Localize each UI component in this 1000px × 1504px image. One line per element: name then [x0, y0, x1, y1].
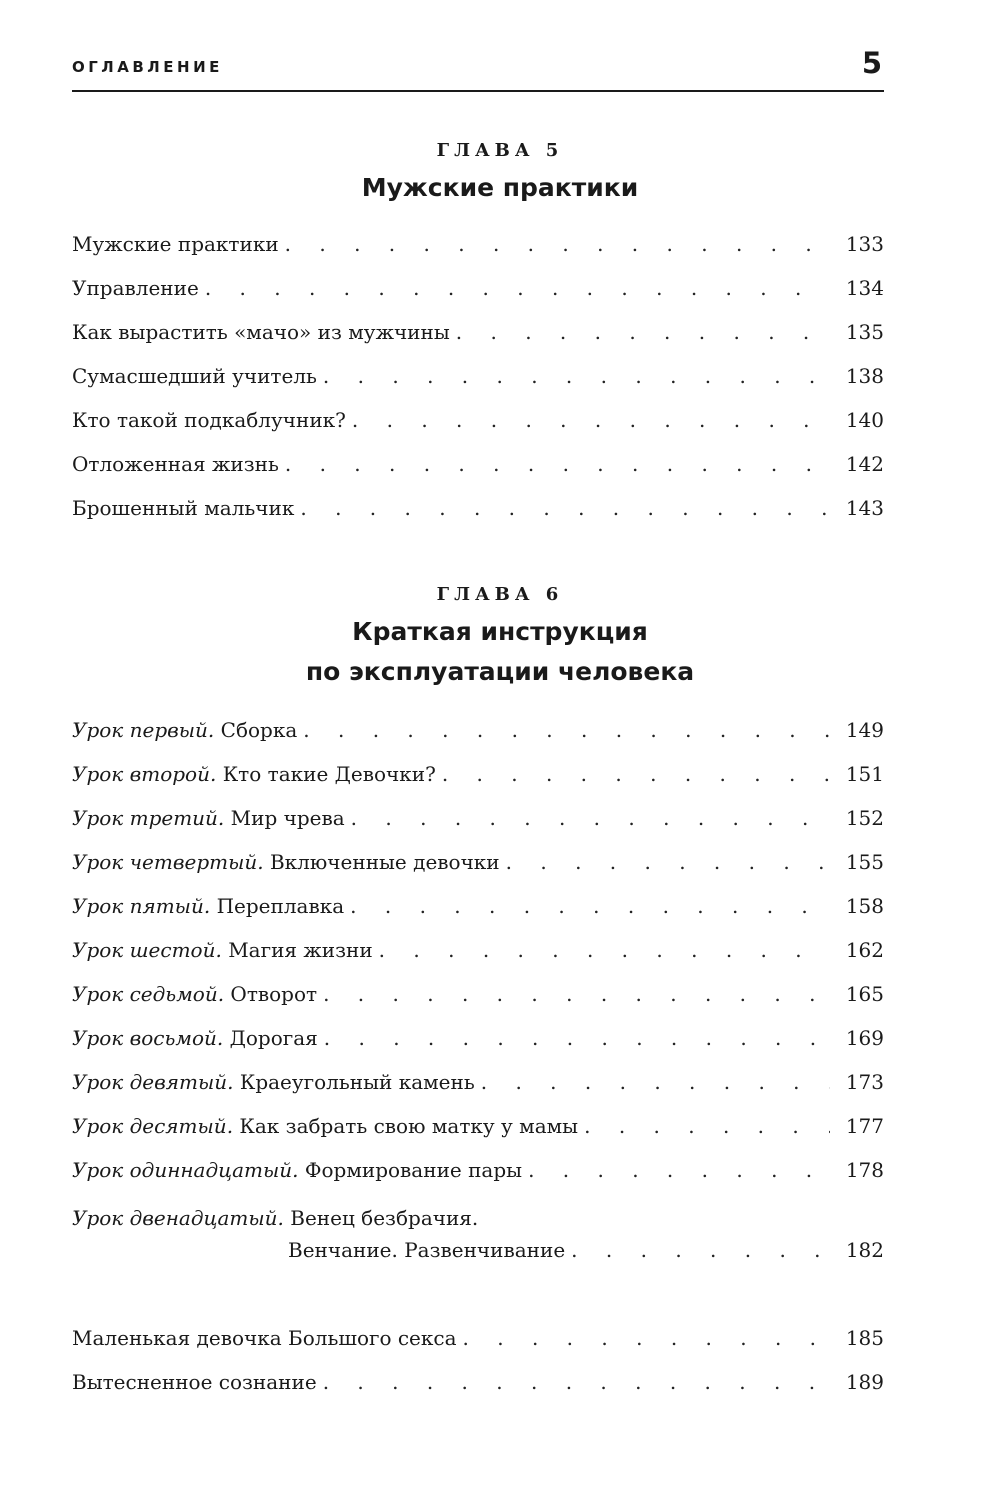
- toc-entry[interactable]: [72, 1370, 884, 1402]
- dot-leader: [285, 452, 830, 476]
- toc-entry[interactable]: [72, 1026, 884, 1058]
- dot-leader: [351, 806, 830, 830]
- entry-page: 133: [845, 232, 884, 256]
- dot-leader: [442, 762, 830, 786]
- entry-page: 135: [845, 320, 884, 344]
- toc-entry[interactable]: [72, 1114, 884, 1146]
- lesson-title: Отворот: [230, 982, 318, 1006]
- entry-title: [72, 894, 344, 918]
- dot-leader: [584, 1114, 830, 1138]
- entry-page: 149: [845, 718, 884, 742]
- dot-leader: [285, 232, 830, 256]
- lesson-number: Урок девятый.: [72, 1070, 234, 1094]
- lesson-title: Дорогая: [229, 1026, 318, 1050]
- entry-title: [72, 982, 317, 1006]
- toc-entry[interactable]: [72, 1158, 884, 1190]
- toc-entry[interactable]: [72, 232, 884, 264]
- entry-title: [72, 850, 500, 874]
- entry-page: 140: [845, 408, 884, 432]
- entry-page: 185: [845, 1326, 884, 1350]
- entry-title: Как вырастить «мачо» из мужчины: [72, 320, 450, 344]
- chapter-5-title: Мужские практики: [361, 173, 639, 202]
- lesson-number: Урок десятый.: [72, 1114, 234, 1138]
- entry-title: [72, 1026, 318, 1050]
- running-head: [72, 46, 884, 92]
- entry-title: Кто такой подкаблучник?: [72, 408, 346, 432]
- entry-page: 173: [845, 1070, 884, 1094]
- toc-entry-continuation[interactable]: [288, 1238, 884, 1270]
- chapter-6-title-line1: Краткая инструкция: [352, 617, 648, 646]
- dot-leader: [300, 496, 830, 520]
- toc-entry[interactable]: [72, 982, 884, 1014]
- lesson-title: Кто такие Девочки?: [222, 762, 436, 786]
- dot-leader: [323, 982, 830, 1006]
- entry-title: [72, 806, 345, 830]
- toc-entry[interactable]: [72, 320, 884, 352]
- lesson-number: Урок третий.: [72, 806, 225, 830]
- lesson-number: Урок четвертый.: [72, 850, 264, 874]
- entry-page: 143: [845, 496, 884, 520]
- dot-leader: [506, 850, 830, 874]
- dot-leader: [379, 938, 830, 962]
- lesson-number: Урок двенадцатый.: [72, 1206, 284, 1230]
- dot-leader: [463, 1326, 830, 1350]
- entry-title: Маленькая девочка Большого секса: [72, 1326, 457, 1350]
- entry-page: 177: [845, 1114, 884, 1138]
- entry-page: 165: [845, 982, 884, 1006]
- dot-leader: [571, 1238, 830, 1262]
- dot-leader: [303, 718, 830, 742]
- toc-entry[interactable]: [72, 762, 884, 794]
- chapter-6-title-line2: по эксплуатации человека: [305, 657, 695, 686]
- entry-title: [72, 1158, 522, 1182]
- entry-page: 169: [845, 1026, 884, 1050]
- toc-entry-multiline[interactable]: [72, 1206, 478, 1230]
- entry-title: Отложенная жизнь: [72, 452, 279, 476]
- entry-title: Управление: [72, 276, 199, 300]
- entry-title: [72, 1114, 578, 1138]
- dot-leader: [481, 1070, 830, 1094]
- toc-entry[interactable]: [72, 408, 884, 440]
- toc-entry[interactable]: [72, 718, 884, 750]
- entry-title: Мужские практики: [72, 232, 279, 256]
- dot-leader: [456, 320, 830, 344]
- toc-entry[interactable]: [72, 364, 884, 396]
- dot-leader: [528, 1158, 830, 1182]
- lesson-number: Урок одиннадцатый.: [72, 1158, 299, 1182]
- lesson-number: Урок седьмой.: [72, 982, 225, 1006]
- lesson-number: Урок второй.: [72, 762, 217, 786]
- dot-leader: [324, 1026, 830, 1050]
- lesson-number: Урок шестой.: [72, 938, 222, 962]
- entry-title: Вытесненное сознание: [72, 1370, 317, 1394]
- chapter-5-label: ГЛАВА 5: [436, 140, 564, 161]
- chapter-6-label: ГЛАВА 6: [436, 584, 564, 605]
- toc-entry[interactable]: [72, 806, 884, 838]
- entry-title: [72, 762, 436, 786]
- lesson-title: Магия жизни: [228, 938, 373, 962]
- lesson-title: Включенные девочки: [269, 850, 500, 874]
- entry-page: 162: [845, 938, 884, 962]
- dot-leader: [352, 408, 830, 432]
- toc-entry[interactable]: [72, 1326, 884, 1358]
- toc-entry[interactable]: [72, 938, 884, 970]
- entry-title: [72, 938, 373, 962]
- entry-page: 178: [845, 1158, 884, 1182]
- entry-title: Сумасшедший учитель: [72, 364, 317, 388]
- entry-page: 182: [845, 1238, 884, 1262]
- toc-entry[interactable]: [72, 1070, 884, 1102]
- lesson-number: Урок первый.: [72, 718, 215, 742]
- toc-entry[interactable]: [72, 850, 884, 882]
- entry-page: 138: [845, 364, 884, 388]
- page-number: 5: [861, 46, 882, 80]
- entry-title: [72, 1070, 475, 1094]
- dot-leader: [205, 276, 830, 300]
- dot-leader: [323, 1370, 830, 1394]
- toc-entry[interactable]: [72, 496, 884, 528]
- toc-entry[interactable]: [72, 894, 884, 926]
- entry-page: 134: [845, 276, 884, 300]
- lesson-number: Урок пятый.: [72, 894, 211, 918]
- lesson-title: Формирование пары: [304, 1158, 523, 1182]
- toc-entry[interactable]: [72, 452, 884, 484]
- section-name: ОГЛАВЛЕНИЕ: [72, 58, 223, 76]
- entry-page: 155: [845, 850, 884, 874]
- entry-page: 151: [845, 762, 884, 786]
- lesson-title-line2: Венчание. Развенчивание: [288, 1238, 566, 1262]
- entry-title: Брошенный мальчик: [72, 496, 295, 520]
- lesson-title: Сборка: [220, 718, 298, 742]
- dot-leader: [350, 894, 830, 918]
- lesson-number: Урок восьмой.: [72, 1026, 224, 1050]
- lesson-title: Мир чрева: [230, 806, 345, 830]
- entry-page: 158: [845, 894, 884, 918]
- entry-page: 142: [845, 452, 884, 476]
- lesson-title-line1: Венец безбрачия.: [290, 1206, 479, 1230]
- entry-page: 189: [845, 1370, 884, 1394]
- lesson-title: Переплавка: [216, 894, 345, 918]
- lesson-title: Краеугольный камень: [239, 1070, 475, 1094]
- lesson-title: Как забрать свою матку у мамы: [239, 1114, 579, 1138]
- toc-entry[interactable]: [72, 276, 884, 308]
- entry-page: 152: [845, 806, 884, 830]
- entry-title: [72, 718, 297, 742]
- dot-leader: [323, 364, 830, 388]
